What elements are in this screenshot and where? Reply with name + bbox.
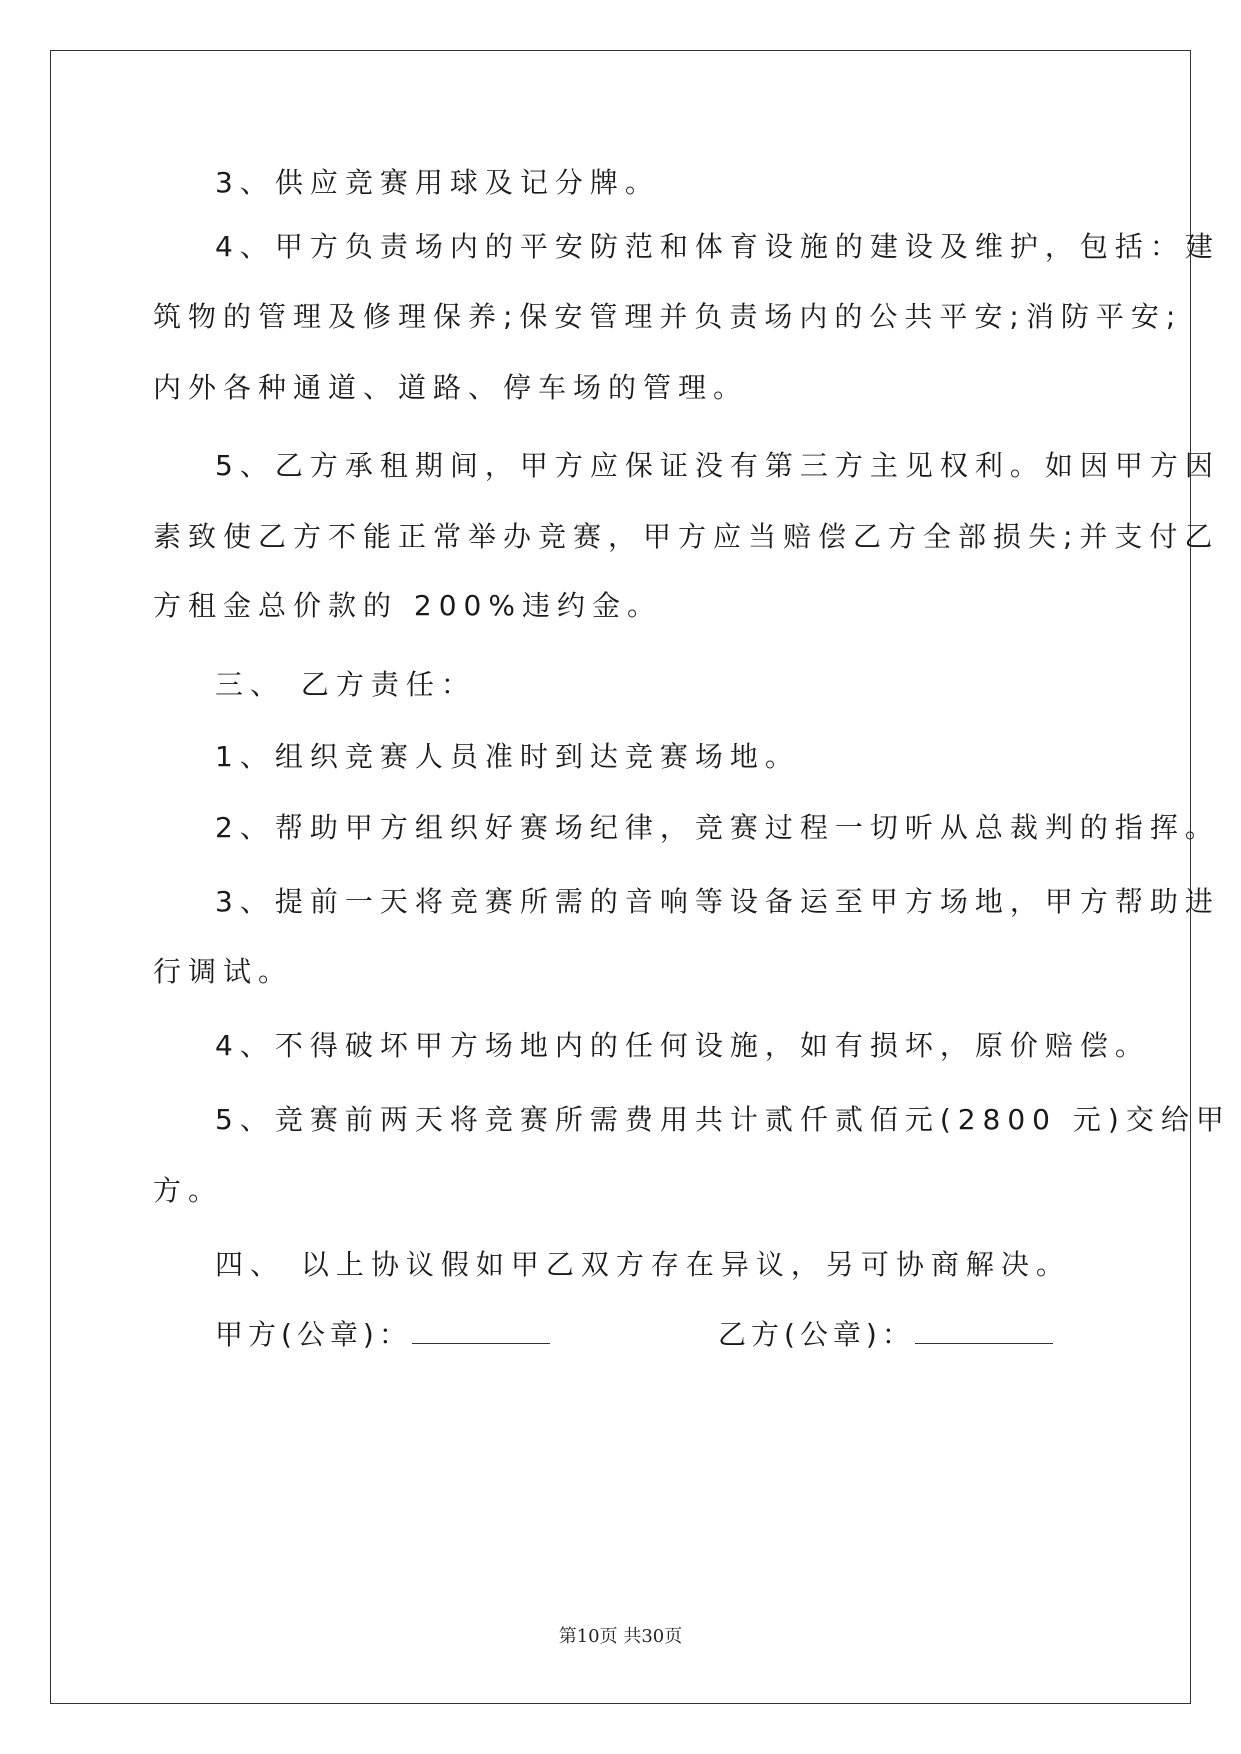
party-b-signature [718, 1317, 1053, 1353]
paragraph-line: 2、帮助甲方组织好赛场纪律，竞赛过程一切听从总裁判的指挥。 [215, 811, 1220, 844]
paragraph-line: 3、提前一天将竞赛所需的音响等设备运至甲方场地，甲方帮助进 [215, 885, 1220, 918]
paragraph-line: 4、甲方负责场内的平安防范和体育设施的建设及维护，包括：建 [215, 230, 1220, 263]
party-a-signature [215, 1317, 550, 1353]
paragraph-line: 素致使乙方不能正常举办竞赛，甲方应当赔偿乙方全部损失;并支付乙 [153, 520, 1220, 553]
party-a-label: 甲方(公章)： [215, 1318, 412, 1351]
party-b-blank-line [915, 1319, 1053, 1344]
paragraph-line: 5、竞赛前两天将竞赛所需费用共计贰仟贰佰元(2800 元)交给甲 [215, 1103, 1231, 1136]
paragraph-line: 三、 乙方责任： [215, 668, 476, 701]
party-a-blank-line [412, 1319, 550, 1344]
paragraph-line: 四、 以上协议假如甲乙双方存在异议，另可协商解决。 [215, 1248, 1071, 1281]
paragraph-line: 4、不得破坏甲方场地内的任何设施，如有损坏，原价赔偿。 [215, 1029, 1150, 1062]
page-footer: 第10页 共30页 [558, 1626, 683, 1647]
paragraph-line: 内外各种通道、道路、停车场的管理。 [153, 371, 749, 404]
paragraph-line: 筑物的管理及修理保养;保安管理并负责场内的公共平安;消防平安; [153, 300, 1183, 333]
paragraph-line: 5、乙方承租期间，甲方应保证没有第三方主见权利。如因甲方因 [215, 449, 1220, 482]
paragraph-line: 3、供应竞赛用球及记分牌。 [215, 166, 660, 199]
paragraph-line: 行调试。 [153, 955, 294, 988]
paragraph-line: 1、组织竞赛人员准时到达竞赛场地。 [215, 740, 800, 773]
paragraph-line: 方。 [153, 1174, 224, 1207]
paragraph-line: 方租金总价款的 200%违约金。 [153, 589, 662, 622]
party-b-label: 乙方(公章)： [718, 1318, 915, 1351]
